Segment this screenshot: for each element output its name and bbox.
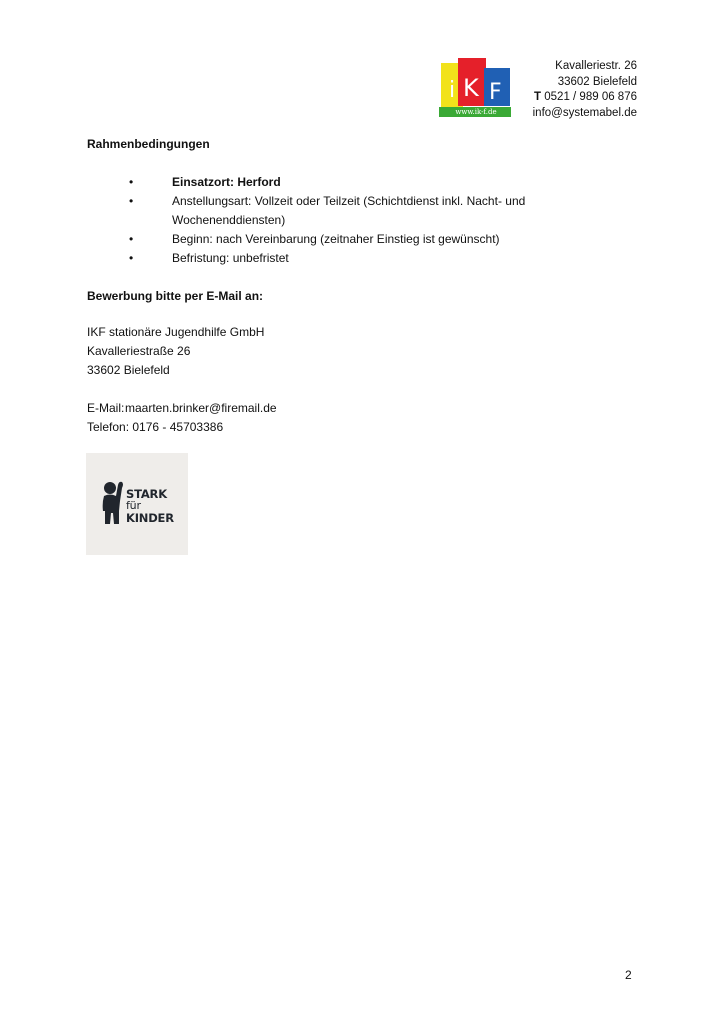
badge-line-1: STARK (126, 487, 167, 501)
item-text: Beginn: nach Vereinbarung (zeitnaher Einstieg ist gewünscht) (172, 232, 500, 246)
conditions-heading: Rahmenbedingungen (87, 137, 210, 151)
item-text: Anstellungsart: Vollzeit oder Teilzeit (Schichtdienst inkl. Nacht- und Wochenenddiensten) (172, 194, 526, 227)
item-text: Befristung: unbefristet (172, 251, 289, 265)
address-phone (520, 90, 637, 106)
list-item (125, 173, 575, 192)
list-item (125, 230, 575, 249)
svg-text:F: F (489, 80, 502, 105)
bullet-icon: • (129, 232, 134, 246)
badge-line-3: KINDER (126, 511, 174, 525)
child-silhouette-icon (100, 479, 126, 527)
company-street: Kavalleriestraße 26 (87, 344, 191, 358)
badge-line-2: für (126, 499, 141, 512)
email-link[interactable]: maarten.brinker@firemail.de (125, 401, 277, 415)
contact-block (87, 399, 277, 437)
phone-number: 0521 / 989 06 876 (544, 91, 637, 103)
email-label: E-Mail: (87, 401, 125, 415)
company-name: IKF stationäre Jugendhilfe GmbH (87, 325, 265, 339)
sender-address (520, 59, 637, 121)
bullet-icon: • (129, 194, 134, 208)
conditions-list (125, 173, 575, 268)
svg-text:i: i (449, 78, 456, 103)
list-item (125, 192, 575, 230)
phone-prefix: T (534, 91, 542, 103)
list-item (125, 249, 575, 268)
company-city: 33602 Bielefeld (87, 363, 170, 377)
logo-url: www.ik-f.de (455, 108, 497, 116)
item-text: Einsatzort: Herford (172, 175, 281, 189)
bullet-icon: • (129, 251, 134, 265)
svg-text:K: K (463, 74, 479, 102)
phone-line: Telefon: 0176 - 45703386 (87, 420, 224, 434)
bullet-icon: • (129, 175, 134, 189)
recipient-address (87, 323, 264, 380)
application-heading: Bewerbung bitte per E-Mail an: (87, 289, 264, 303)
address-email[interactable]: info@systemabel.de (532, 106, 637, 119)
address-city: 33602 Bielefeld (557, 75, 637, 88)
stark-fuer-kinder-logo (86, 453, 188, 555)
email-line (87, 399, 277, 418)
ikf-logo (438, 56, 514, 120)
page-number: 2 (625, 968, 632, 982)
badge-text (126, 488, 174, 524)
address-street: Kavalleriestr. 26 (555, 60, 637, 72)
